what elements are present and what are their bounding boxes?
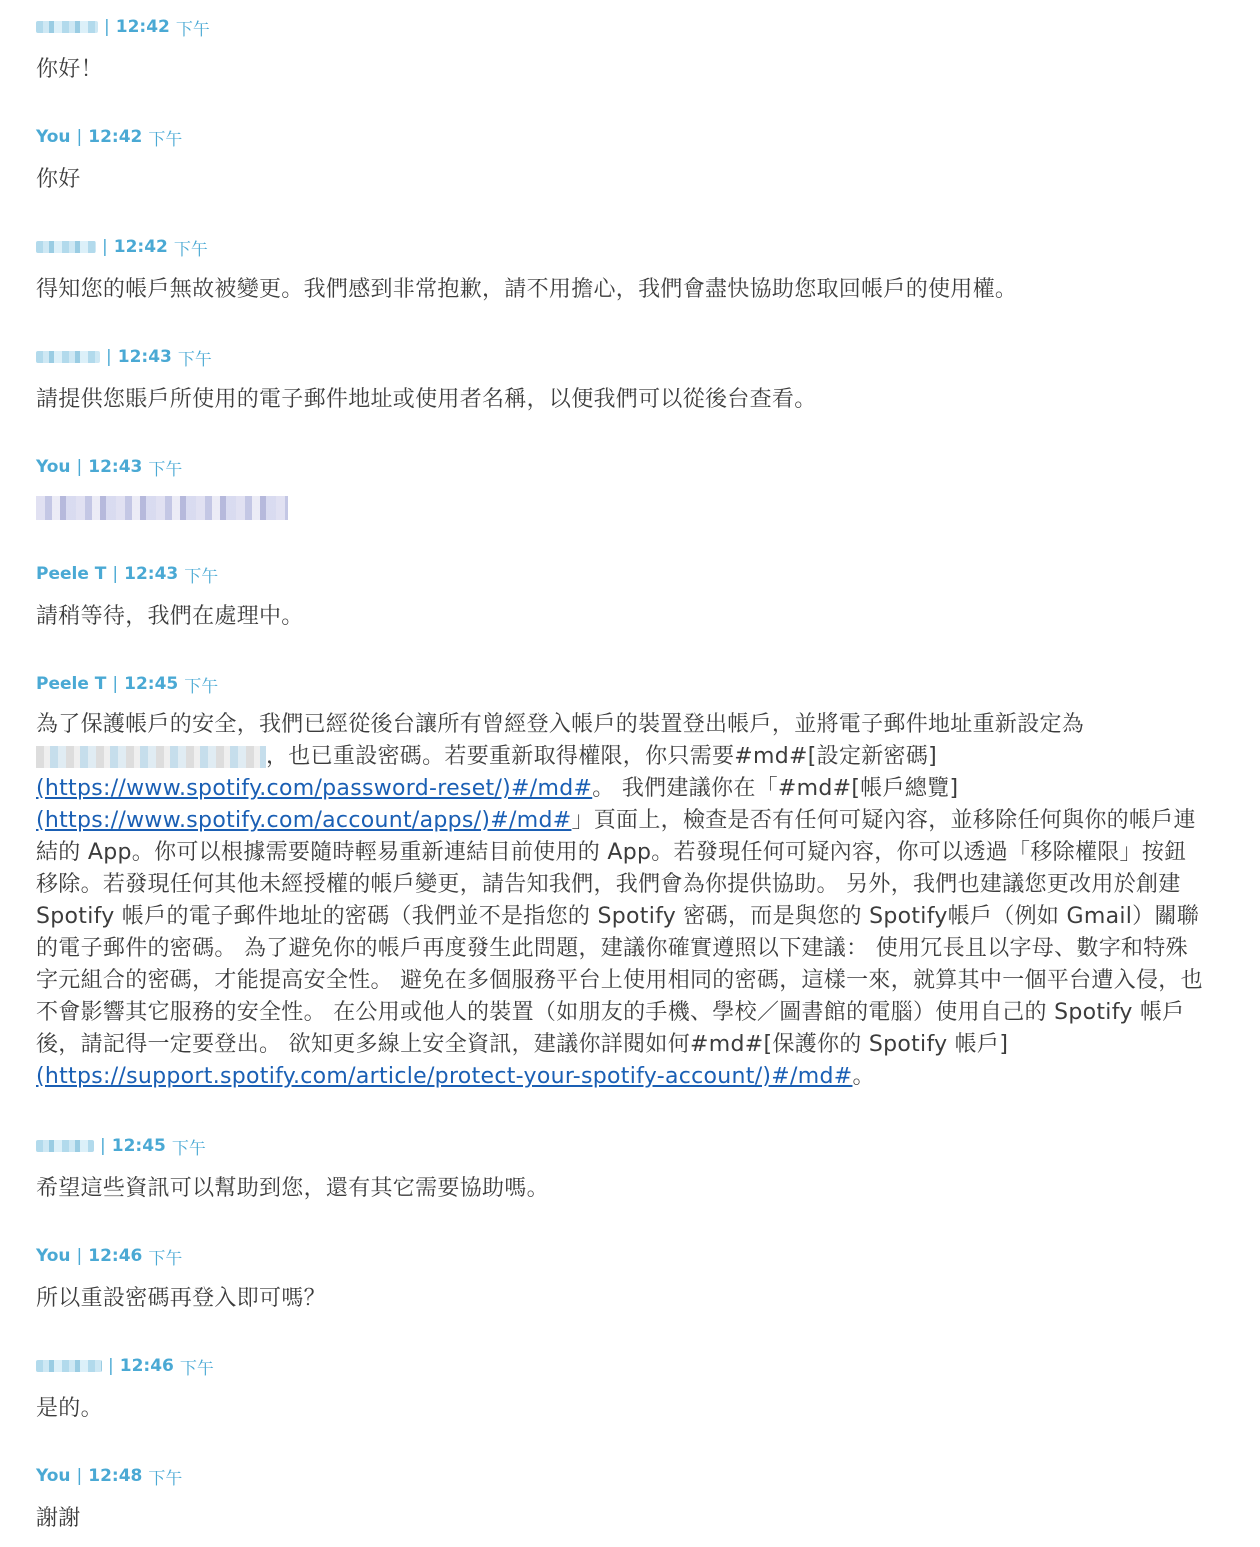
message-text: 是的。	[36, 1396, 103, 1421]
message-time: 12:46	[119, 1356, 174, 1376]
message-header	[36, 1245, 1226, 1267]
message-sender: You	[36, 1246, 71, 1266]
message-header	[36, 456, 1226, 478]
chat-message	[36, 1355, 1226, 1425]
message-header	[36, 1135, 1226, 1157]
redacted-sender-name	[36, 241, 96, 253]
message-text: 希望這些資訊可以幫助到您，還有其它需要協助嗎。	[36, 1176, 549, 1201]
chat-message	[36, 126, 1226, 196]
header-separator: |	[76, 457, 83, 477]
header-separator: |	[102, 237, 108, 257]
chat-message	[36, 16, 1226, 86]
account-apps-link[interactable]: (https://www.spotify.com/account/apps/)#/md#	[36, 808, 572, 833]
message-time: 12:42	[115, 17, 170, 37]
message-sender: You	[36, 457, 71, 477]
message-header	[36, 236, 1226, 258]
message-header	[36, 1465, 1226, 1487]
message-ampm: 下午	[148, 1248, 183, 1269]
message-ampm: 下午	[184, 676, 219, 697]
message-text: 謝謝	[36, 1506, 81, 1531]
chat-message	[36, 1465, 1226, 1535]
header-separator: |	[76, 127, 83, 147]
message-header	[36, 1355, 1226, 1377]
message-ampm: 下午	[148, 129, 183, 150]
message-time: 12:45	[111, 1136, 166, 1156]
message-text: 所以重設密碼再登入即可嗎？	[36, 1286, 326, 1311]
message-text-part: 」頁面上，檢查是否有任何可疑內容，並移除任何與你的帳戶連結的 App。你可以根據需要隨時輕易重新連結目前使用的 App。若發現任何可疑內容，你可以透過「移除權限」按鈕移除。若發現任何其他未經授權的帳戶變更，請告知我們，我們會為你提供協助。 另外，我們也建議您更改用於創建 Spotify 帳戶的電子郵件地址的密碼（我們並不是指您的 Spotify 密碼，而是與您的 Spotify帳戶（例如 Gmail）關聯的電子郵件的密碼。 為了避免你的帳戶再度發生此問題，建議你確實遵照以下建議： 使用冗長且以字母、數字和特殊字元組合的密碼，才能提高安全性。 避免在多個服務平台上使用相同的密碼，這樣一來，就算其中一個平台遭入侵，也不會影響其它服務的安全性。 在公用或他人的裝置（如朋友的手機、學校／圖書館的電腦）使用自己的 Spotify 帳戶後，請記得一定要登出。 欲知更多線上安全資訊，建議你詳閱如何#md#[保護你的 Spotify 帳戶]	[36, 808, 1203, 1057]
message-text-part: 。	[852, 1064, 875, 1089]
chat-message	[36, 456, 1226, 520]
message-ampm: 下午	[179, 1358, 214, 1379]
message-text: 你好！	[36, 57, 103, 82]
header-separator: |	[100, 1136, 106, 1156]
chat-message	[36, 673, 1226, 1093]
header-separator: |	[112, 564, 119, 584]
message-ampm: 下午	[184, 566, 219, 587]
redacted-sender-name	[36, 1140, 94, 1152]
chat-message	[36, 346, 1226, 416]
message-text: 你好	[36, 167, 81, 192]
message-header	[36, 673, 1226, 695]
message-text-part: 為了保護帳戶的安全，我們已經從後台讓所有曾經登入帳戶的裝置登出帳戶，並將電子郵件地址重新設定為	[36, 712, 1085, 737]
redacted-sender-name	[36, 21, 98, 33]
chat-message	[36, 1245, 1226, 1315]
message-ampm: 下午	[175, 19, 210, 40]
chat-message	[36, 563, 1226, 633]
message-ampm: 下午	[177, 349, 212, 370]
message-time: 12:48	[88, 1466, 143, 1486]
message-ampm: 下午	[173, 239, 208, 260]
header-separator: |	[106, 347, 112, 367]
message-ampm: 下午	[171, 1138, 206, 1159]
chat-message	[36, 236, 1226, 306]
message-text: 得知您的帳戶無故被變更。我們感到非常抱歉，請不用擔心，我們會盡快協助您取回帳戶的使用權。	[36, 277, 1018, 302]
message-text-part: 。 我們建議你在「#md#[帳戶總覽]	[592, 776, 959, 801]
message-time: 12:43	[124, 564, 179, 584]
header-separator: |	[112, 674, 119, 694]
message-sender: You	[36, 1466, 71, 1486]
header-separator: |	[76, 1466, 83, 1486]
message-time: 12:42	[113, 237, 168, 257]
message-time: 12:46	[88, 1246, 143, 1266]
message-text: 請提供您賬戶所使用的電子郵件地址或使用者名稱，以便我們可以從後台查看。	[36, 387, 817, 412]
message-sender: Peele T	[36, 674, 107, 694]
chat-message	[36, 1135, 1226, 1205]
message-ampm: 下午	[148, 1468, 183, 1489]
message-text: 請稍等待，我們在處理中。	[36, 604, 304, 629]
redacted-sender-name	[36, 351, 100, 363]
message-sender: Peele T	[36, 564, 107, 584]
message-header	[36, 16, 1226, 38]
redacted-email	[36, 496, 288, 520]
header-separator: |	[104, 17, 110, 37]
header-separator: |	[76, 1246, 83, 1266]
message-time: 12:45	[124, 674, 179, 694]
message-header	[36, 563, 1226, 585]
message-time: 12:43	[88, 457, 143, 477]
message-ampm: 下午	[148, 459, 183, 480]
message-sender: You	[36, 127, 71, 147]
message-time: 12:43	[117, 347, 172, 367]
header-separator: |	[108, 1356, 114, 1376]
redacted-email	[36, 746, 266, 768]
message-text-part: ，也已重設密碼。若要重新取得權限，你只需要#md#[設定新密碼]	[266, 744, 938, 769]
message-text	[36, 709, 1208, 1093]
protect-account-link[interactable]: (https://support.spotify.com/article/protect-your-spotify-account/)#/md#	[36, 1064, 853, 1089]
message-header	[36, 346, 1226, 368]
redacted-sender-name	[36, 1360, 102, 1372]
message-time: 12:42	[88, 127, 143, 147]
message-header	[36, 126, 1226, 148]
password-reset-link[interactable]: (https://www.spotify.com/password-reset/)#/md#	[36, 776, 593, 801]
